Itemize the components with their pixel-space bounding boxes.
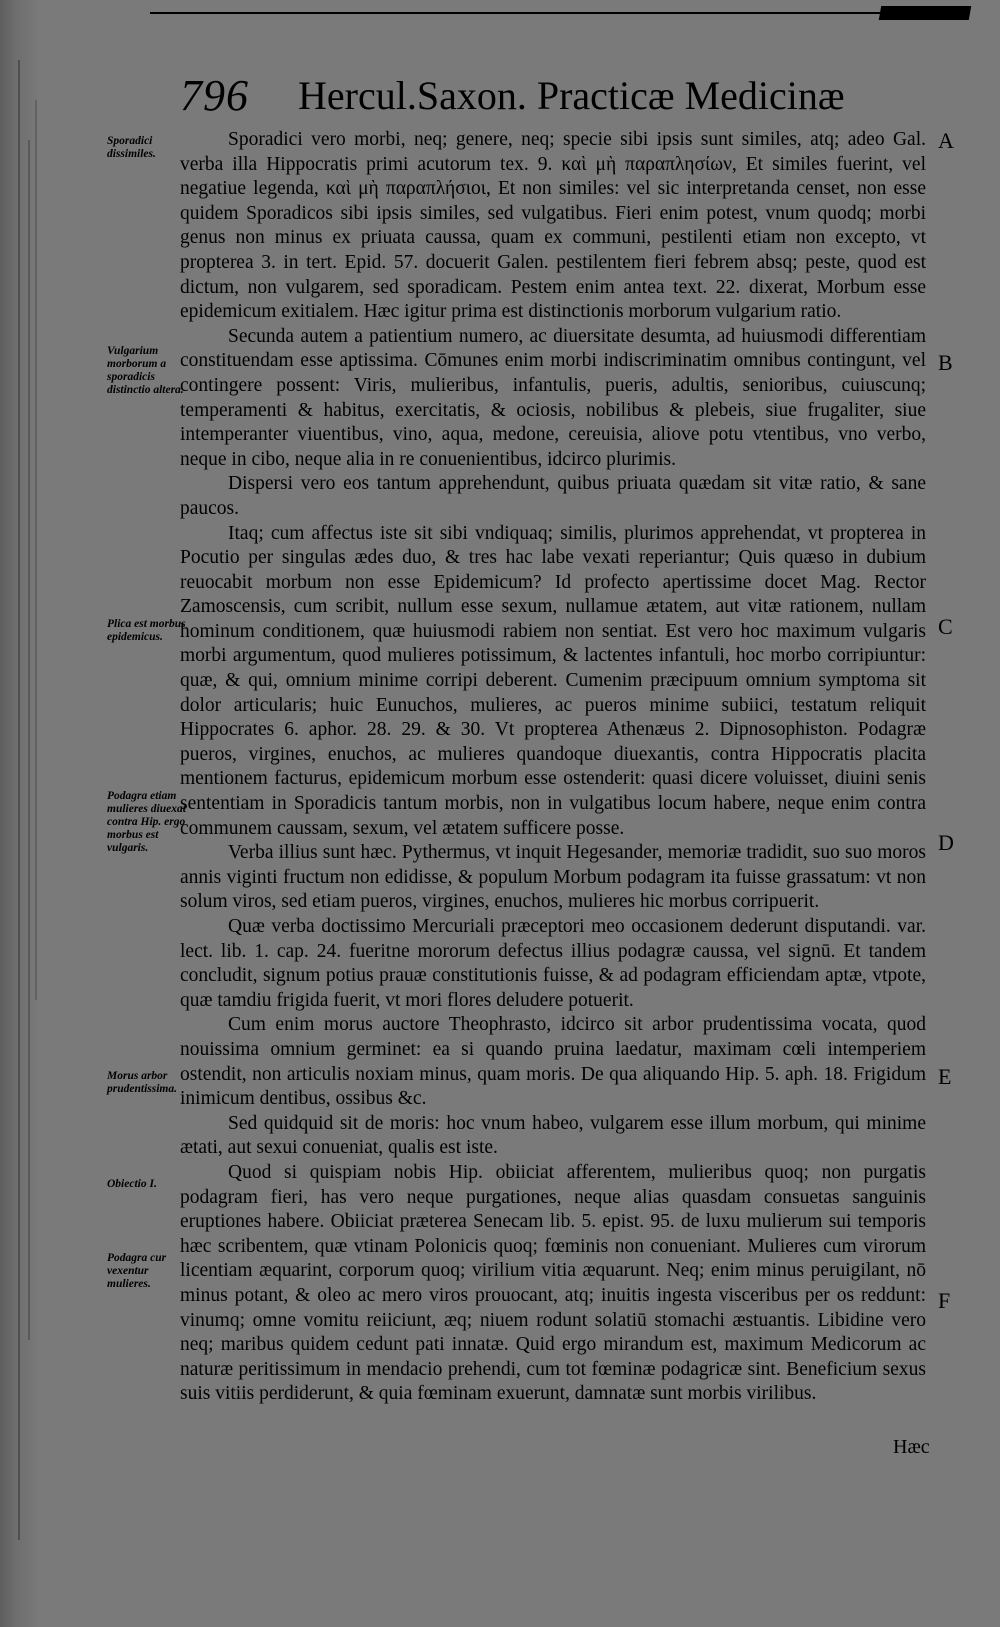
top-rule-ornament <box>879 6 971 20</box>
margin-letter: C <box>938 614 953 639</box>
side-note: Obiectio I. <box>107 1178 157 1190</box>
paragraph: Sporadici vero morbi, neq; genere, neq; specie sibi ipsis sunt similes, atq; adeo Gal. verba illa Hippocratis primi acutorum tex. 9. καὶ μὴ παραπλησίων, Et similes fuerint, vel negatiue legenda, καὶ μὴ παραπλήσιοι, Et non similes: vel sic interpretanda censet, non esse quidem Sporadicos sibi ipsis similes, sed vulgatibus. Fieri enim potest, vnum quodq; morbi genus non minus ex priuata caussa, quam ex communi, pestilenti etiam non excepto, vt propterea 3. in tert. Epid. 57. docuerit Galen. pestilentem fieri febrem absq; peste, quod est dictum, non vulgarem, sed sporadicam. Pestem enim antea text. 22. dixerat, Morbum esse epidemicum exitialem. Hæc igitur prima est distinctionis morborum vulgarium ratio. <box>180 129 926 323</box>
paragraph: Cum enim morus auctore Theophrasto, idcirco sit arbor prudentissima vocata, quod nouissima omnium germinet: ea si quando pruina laedatur, maximam cœli intemperiem ostendit, non articulis noxiam minus, quam moris. De qua aliquando Hip. 5. aph. 18. Frigidum inimicum dentibus, ossibus &c. <box>180 1014 926 1110</box>
margin-letter: A <box>938 128 954 153</box>
margin-letter: F <box>938 1288 951 1313</box>
main-text <box>180 128 926 1407</box>
side-note: Plica est morbus epidemicus. <box>107 618 186 643</box>
margin-letter: D <box>938 830 954 855</box>
side-note: Sporadici dissimiles. <box>107 135 156 160</box>
side-note: Vulgarium morborum a sporadicis distinctio altera. <box>107 345 184 396</box>
paragraph: Quod si quispiam nobis Hip. obiiciat afferentem, mulieribus quoq; non purgatis podagram fieri, has vero neque purgationes, neque alias quasdam consuetas sanguinis eruptiones habere. Obiiciat præterea Senecam lib. 5. epist. 95. de luxu mulierum sui temporis hæc scribentem, quæ vtinam Polonicis quoq; fœminis non conueniant. Mulieres cum virorum licentiam æquarint, corporum quoq; virilium vitia æquarunt. Neq; enim minus peruigilant, nō minus potant, & oleo ac mero viros prouocant, atq; inuitis ingesta visceribus per os reddunt: vinumq; omne vomitu reiiciunt, æq; niuem rodunt solatiū stomachi æstuantis. Libidine vero neq; maribus quidem cedunt pati innatæ. Quid ergo mirandum est, maximum Medicorum ac naturæ peritissimum in mendacio prehendi, cum tot fœminæ podagricæ sint. Beneficium sexus suis vitiis perdiderunt, & quia fœminam exuerunt, damnatæ sunt morbis virilibus. <box>180 1161 926 1405</box>
top-rule <box>150 12 960 14</box>
gutter-shadow-line <box>18 60 20 1540</box>
margin-letter: B <box>938 350 953 375</box>
page-number: 796 <box>180 71 249 120</box>
page-header <box>180 70 910 120</box>
paragraph: Sed quidquid sit de moris: hoc vnum habeo, vulgarem esse illum morbum, qui minime ætati, aut sexui conueniat, qualis est iste. <box>180 1112 926 1159</box>
side-note: Podagra etiam mulieres diuexat contra Hip. ergo morbus est vulgaris. <box>107 790 186 854</box>
catchword: Hæc <box>893 1436 930 1458</box>
paragraph: Verba illius sunt hæc. Pythermus, vt inquit Hegesander, memoriæ tradidit, suo suo moros annis viginti fructum non edidisse, & populum Morbum podagram ita fuisse grassatum: vt non solum viros, sed etiam pueros, virgines, enuchos, mulieres hic morbus corripuerit. <box>180 842 926 913</box>
margin-letter: E <box>938 1064 952 1089</box>
paragraph: Quæ verba doctissimo Mercuriali præceptori meo occasionem dederunt disputandi. var. lect. lib. 1. cap. 24. fueritne mororum defectus illius podagræ caussa, vel signū. Et tandem concludit, signum potius prauæ constitutionis fuisse, & ad podagram efficiendam aptæ, vtpote, quæ tamdiu frigida fuerit, vt mori flores deludere potuerit. <box>180 916 926 1011</box>
book-binding-gutter <box>0 0 40 1627</box>
running-title: Hercul.Saxon. Practicæ Medicinæ <box>298 73 845 118</box>
side-note: Podagra cur vexentur mulieres. <box>107 1252 167 1290</box>
paragraph: Itaq; cum affectus iste sit sibi vndiquaq; similis, plurimos apprehendat, vt propterea in Pocutio per singulas ædes duo, & tres hac labe vexati reperiantur; Quis quæso in dubium reuocabit morbum non esse Epidemicum? Id profecto apertissime docet Mag. Rector Zamoscensis, cum scribit, nullum esse sexum, nullamue ætatem, aut vitæ rationem, nullam hominum conditionem, quæ huiusmodi rabiem non sentiat. Est vero hoc maximum vulgaris morbi argumentum, quod mulieres potissimum, & lactentes infantuli, hoc morbo corripiuntur: quæ, & qui, omnium minime corripi deberent. Cumenim præcipuum omnium symptoma sit dolor articularis; huic Eunuchos, mulieres, ac pueros minime subiici, testatum reliquit Hippocrates 6. aphor. 28. 29. & 30. Vt propterea Athenæus 2. Dipnosophiston. Podagræ pueros, virgines, enuchos, ac mulieres quandoque diuexantis, contra Hippocratis placita mentionem facturus, epidemicum morbum esse ostenderit: quasi dicere voluisset, diuini senis sententiam in Sporadicis tantum morbis, non in vulgatibus locum habere, neque enim contra communem caussam, sexum, vel ætatem sufficere posse. <box>180 522 926 839</box>
gutter-shadow-line <box>28 140 30 1340</box>
paragraph: Dispersi vero eos tantum apprehendunt, quibus priuata quædam sit vitæ ratio, & sane paucos. <box>180 473 926 519</box>
gutter-shadow-line <box>35 100 37 1000</box>
paragraph: Secunda autem a patientium numero, ac diuersitate desumta, ad huiusmodi differentiam constituendam esse aptissima. Cōmunes enim morbi indiscriminatim omnibus contingunt, vel contingere possent: Viris, mulieribus, infantulis, pueris, adultis, senioribus, cuiuscunq; temperamenti & habitus, exercitatis, & ociosis, nobilibus & plebeis, siue frugaliter, siue intemperanter viuentibus, vino, aqua, medone, cereuisia, aliove potu vtentibus, vno verbo, neque in cibo, neque alia in re conuenientibus, idcirco plurimis. <box>180 325 926 470</box>
side-note: Morus arbor prudentissima. <box>107 1070 177 1095</box>
